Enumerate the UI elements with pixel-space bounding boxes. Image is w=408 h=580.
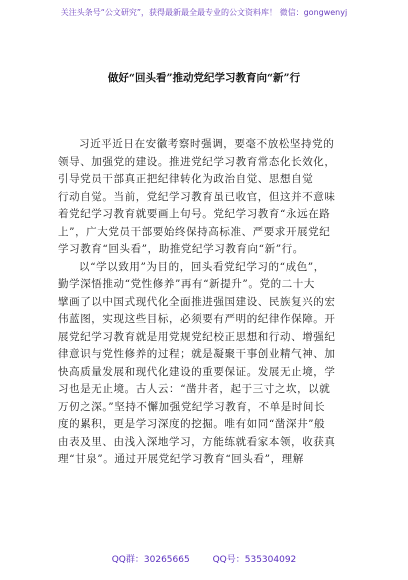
body-line: 万仞之深。”坚持不懈加强党纪学习教育，不单是时间长 xyxy=(58,400,326,413)
document-title: 做好“回头看”推动党纪学习教育向“新”行 xyxy=(107,72,301,84)
body-line: 学习教育“回头看”，助推党纪学习教育向“新”行。 xyxy=(58,243,304,255)
body-line: 以“学以致用”为目的，回头看党纪学习的“成色”， xyxy=(79,260,325,273)
body-line: 领导、加强党的建设。推进党纪学习教育常态化长效化， xyxy=(58,155,336,168)
body-line: 行动自觉。当前，党纪学习教育虽已收官，但这并不意味 xyxy=(58,190,336,203)
page-footer xyxy=(0,552,408,565)
qq-group-label: QQ群：30265665 xyxy=(111,555,190,565)
page-header-banner: 关注头条号“公文研究”，获得最新最全最专业的公文资料库！ 微信：gongwenyj xyxy=(60,8,348,17)
document-body xyxy=(58,136,352,469)
qq-number-label: QQ号：535304092 xyxy=(212,555,297,565)
body-line: 勤学深悟推动“党性修养”再有“新提升”。党的二十大 xyxy=(58,278,315,290)
body-line: 习近平近日在安徽考察时强调，要毫不放松坚持党的 xyxy=(79,138,335,150)
body-line: 擘画了以中国式现代化全面推进强国建设、民族复兴的宏 xyxy=(58,295,336,308)
body-line: 伟蓝图，实现这些目标，必须要有严明的纪律作保障。开 xyxy=(58,313,336,325)
body-line: 律意识与党性修养的过程；就是凝聚干事创业精气神、加 xyxy=(58,348,336,360)
body-line: 展党纪学习教育就是用党规党纪校正思想和行动、增强纪 xyxy=(58,330,336,343)
body-line: 习也是无止境。古人云：“凿井者，起于三寸之坎，以就 xyxy=(58,383,331,395)
body-line: 快高质量发展和现代化建设的重要保证。发展无止境，学 xyxy=(58,365,336,378)
body-line: 度的累积，更是学习深度的挖掘。唯有如同“凿深井”般 xyxy=(58,418,326,430)
body-line: 着党纪学习教育就要画上句号。党纪学习教育“永远在路 xyxy=(58,208,331,220)
body-line: 由表及里、由浅入深地学习，方能练就看家本领，收获真 xyxy=(58,435,336,448)
body-line: 引导党员干部真正把纪律转化为政治自觉、思想自觉 xyxy=(58,173,314,185)
body-line: 理“甘泉”。通过开展党纪学习教育“回头看”，理解 xyxy=(58,453,304,465)
body-line: 上”，广大党员干部要始终保持高标准、严要求开展党纪 xyxy=(58,225,331,238)
